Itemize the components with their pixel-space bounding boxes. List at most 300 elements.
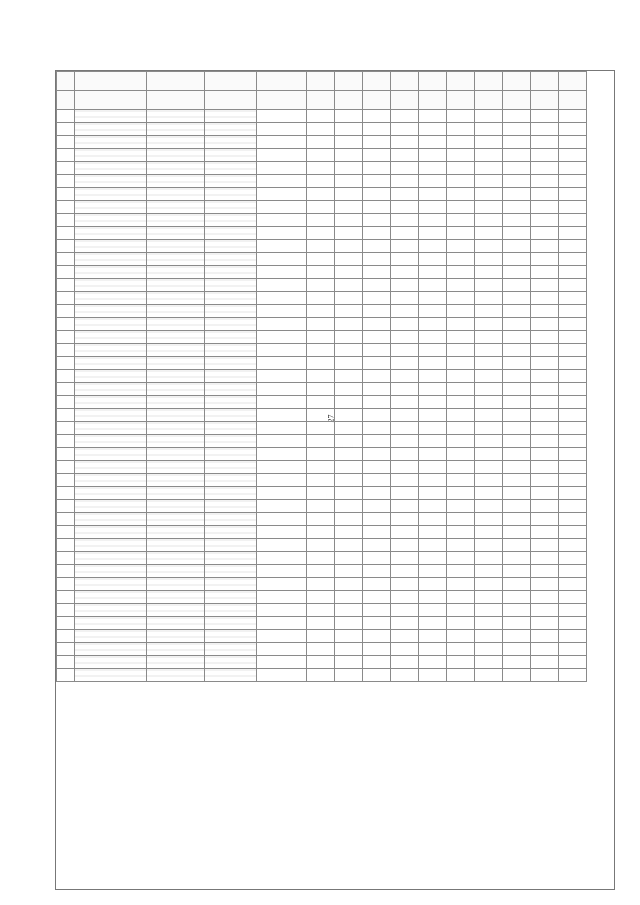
table-cell (75, 500, 147, 513)
table-cell (531, 305, 559, 318)
table-cell (257, 110, 307, 123)
table-cell (205, 357, 257, 370)
table-cell (147, 240, 205, 253)
table-cell (147, 279, 205, 292)
table-cell (363, 617, 391, 630)
table-cell (147, 487, 205, 500)
table-cell (531, 604, 559, 617)
table-cell (391, 461, 419, 474)
table-cell (503, 162, 531, 175)
table-cell (335, 136, 363, 149)
table-cell (475, 617, 503, 630)
table-cell (503, 357, 531, 370)
table-cell (57, 669, 75, 682)
table-cell (503, 266, 531, 279)
table-cell (75, 266, 147, 279)
table-cell (75, 539, 147, 552)
table-cell (447, 175, 475, 188)
table-cell (531, 188, 559, 201)
table-cell (475, 214, 503, 227)
table-cell (147, 175, 205, 188)
table-cell (391, 513, 419, 526)
table-cell (57, 188, 75, 201)
table-row (57, 175, 587, 188)
table-cell (447, 552, 475, 565)
table-cell (391, 474, 419, 487)
table-cell (503, 487, 531, 500)
table-cell (75, 513, 147, 526)
table-cell (447, 513, 475, 526)
table-cell (307, 565, 335, 578)
table-cell (147, 318, 205, 331)
table-cell (75, 435, 147, 448)
table-cell (257, 91, 307, 110)
table-cell (335, 175, 363, 188)
table-cell (335, 188, 363, 201)
table-cell (335, 162, 363, 175)
table-cell (307, 539, 335, 552)
table-cell (205, 201, 257, 214)
table-cell (531, 565, 559, 578)
table-cell (205, 396, 257, 409)
table-row (57, 240, 587, 253)
table-row (57, 656, 587, 669)
table-cell (257, 253, 307, 266)
table-cell (257, 370, 307, 383)
table-cell (205, 604, 257, 617)
table-cell (363, 292, 391, 305)
table-cell (447, 266, 475, 279)
table-cell (307, 422, 335, 435)
table-cell (447, 240, 475, 253)
table-cell (205, 253, 257, 266)
table-cell (363, 591, 391, 604)
table-cell (147, 136, 205, 149)
table-cell (531, 357, 559, 370)
table-cell (559, 214, 587, 227)
table-cell (559, 149, 587, 162)
table-cell (447, 279, 475, 292)
table-cell (531, 292, 559, 305)
table-cell (419, 331, 447, 344)
table-cell (335, 266, 363, 279)
table-cell (363, 318, 391, 331)
table-cell (307, 318, 335, 331)
table-cell (57, 617, 75, 630)
table-cell (559, 266, 587, 279)
table-cell (335, 214, 363, 227)
table-cell (75, 201, 147, 214)
table-cell (503, 669, 531, 682)
table-row (57, 617, 587, 630)
table-cell (205, 292, 257, 305)
table-cell (147, 552, 205, 565)
table-cell (503, 331, 531, 344)
table-header-row (57, 91, 587, 110)
table-cell (503, 604, 531, 617)
table-cell (391, 331, 419, 344)
table-cell (447, 422, 475, 435)
table-cell (363, 643, 391, 656)
table-cell (419, 370, 447, 383)
table-cell (257, 669, 307, 682)
table-cell (503, 136, 531, 149)
table-cell (205, 487, 257, 500)
table-cell (559, 253, 587, 266)
table-cell (335, 552, 363, 565)
table-cell (391, 539, 419, 552)
table-cell (391, 396, 419, 409)
table-cell (559, 227, 587, 240)
table-cell (335, 617, 363, 630)
table-cell (57, 370, 75, 383)
table-cell (559, 474, 587, 487)
table-cell (205, 539, 257, 552)
table-cell (531, 643, 559, 656)
table-cell (475, 630, 503, 643)
table-cell (257, 396, 307, 409)
table-cell (447, 149, 475, 162)
table-cell (475, 422, 503, 435)
table-cell (419, 474, 447, 487)
table-cell (447, 383, 475, 396)
table-cell (531, 383, 559, 396)
table-cell (363, 539, 391, 552)
table-cell (559, 292, 587, 305)
table-cell (475, 357, 503, 370)
table-cell (503, 461, 531, 474)
table-cell (475, 604, 503, 617)
table-cell (363, 526, 391, 539)
table-cell (363, 669, 391, 682)
table-cell (475, 448, 503, 461)
table-cell (447, 292, 475, 305)
table-cell (391, 669, 419, 682)
table-cell (391, 227, 419, 240)
table-cell (475, 578, 503, 591)
table-cell (391, 266, 419, 279)
table-cell (257, 539, 307, 552)
table-cell (559, 201, 587, 214)
table-cell (447, 214, 475, 227)
table-cell (391, 188, 419, 201)
table-cell (75, 487, 147, 500)
table-cell (447, 591, 475, 604)
table-cell (147, 539, 205, 552)
table-cell (75, 149, 147, 162)
table-cell (503, 214, 531, 227)
table-cell (205, 578, 257, 591)
table-cell (307, 149, 335, 162)
table-cell (475, 513, 503, 526)
table-cell (147, 565, 205, 578)
table-cell (205, 305, 257, 318)
table-cell (307, 292, 335, 305)
table-cell (559, 591, 587, 604)
table-cell (75, 552, 147, 565)
table-cell (57, 227, 75, 240)
table-cell (419, 292, 447, 305)
table-cell (503, 591, 531, 604)
table-cell (205, 617, 257, 630)
table-cell (447, 656, 475, 669)
table-cell (447, 435, 475, 448)
table-cell (147, 448, 205, 461)
table-cell (307, 643, 335, 656)
table-row (57, 370, 587, 383)
table-row (57, 500, 587, 513)
table-cell (363, 214, 391, 227)
table-cell (391, 357, 419, 370)
table-cell (391, 318, 419, 331)
table-cell (335, 201, 363, 214)
table-cell (419, 500, 447, 513)
table-cell (475, 409, 503, 422)
table-cell (307, 604, 335, 617)
table-cell (531, 474, 559, 487)
table-row (57, 396, 587, 409)
table-cell (391, 578, 419, 591)
table-cell (205, 435, 257, 448)
table-cell (447, 253, 475, 266)
table-cell (559, 435, 587, 448)
table-row (57, 279, 587, 292)
table-cell (559, 305, 587, 318)
table-cell (205, 318, 257, 331)
table-cell (391, 422, 419, 435)
table-cell (363, 630, 391, 643)
table-cell (147, 214, 205, 227)
table-cell (391, 253, 419, 266)
table-cell (391, 175, 419, 188)
table-cell (503, 409, 531, 422)
table-cell (335, 279, 363, 292)
table-cell (419, 110, 447, 123)
table-cell (335, 227, 363, 240)
table-cell (531, 370, 559, 383)
table-cell (147, 656, 205, 669)
table-cell (307, 201, 335, 214)
table-cell (307, 214, 335, 227)
table-cell (419, 72, 447, 91)
table-cell (503, 435, 531, 448)
table-cell (419, 123, 447, 136)
table-cell (475, 279, 503, 292)
table-cell (447, 201, 475, 214)
table-cell (475, 539, 503, 552)
table-cell (147, 188, 205, 201)
table-row (57, 318, 587, 331)
table-cell (57, 162, 75, 175)
table-cell (257, 279, 307, 292)
table-cell (335, 422, 363, 435)
table-cell (419, 175, 447, 188)
table-cell (307, 591, 335, 604)
table-cell (419, 552, 447, 565)
table-cell (531, 253, 559, 266)
table-row (57, 513, 587, 526)
table-cell (335, 318, 363, 331)
table-cell (447, 409, 475, 422)
table-cell (75, 214, 147, 227)
table-cell (503, 656, 531, 669)
table-cell (257, 72, 307, 91)
table-cell (205, 643, 257, 656)
table-cell (363, 461, 391, 474)
table-cell (531, 461, 559, 474)
table-cell (307, 617, 335, 630)
table-cell (391, 292, 419, 305)
table-row (57, 344, 587, 357)
table-row (57, 552, 587, 565)
table-cell (57, 318, 75, 331)
table-cell (531, 552, 559, 565)
table-cell (57, 591, 75, 604)
table-cell (335, 91, 363, 110)
table-cell (57, 279, 75, 292)
table-cell (57, 552, 75, 565)
table-cell (205, 344, 257, 357)
table-cell (307, 409, 335, 422)
table-cell (307, 370, 335, 383)
table-cell (307, 331, 335, 344)
table-cell (419, 91, 447, 110)
table-cell (307, 110, 335, 123)
table-cell (147, 591, 205, 604)
table-row (57, 630, 587, 643)
table-cell (205, 240, 257, 253)
table-cell (475, 110, 503, 123)
table-cell (363, 604, 391, 617)
table-row (57, 188, 587, 201)
table-cell (531, 578, 559, 591)
table-cell (147, 513, 205, 526)
table-cell (531, 331, 559, 344)
table-cell (419, 214, 447, 227)
table-cell (205, 513, 257, 526)
table-cell (257, 656, 307, 669)
table-cell (257, 136, 307, 149)
table-cell (559, 188, 587, 201)
table-cell (75, 344, 147, 357)
table-cell (447, 500, 475, 513)
table-cell (307, 266, 335, 279)
table-cell (447, 370, 475, 383)
table-cell (335, 344, 363, 357)
table-cell (419, 136, 447, 149)
table-cell (335, 669, 363, 682)
table-cell (475, 565, 503, 578)
table-cell (503, 552, 531, 565)
table-cell (391, 656, 419, 669)
table-cell (559, 422, 587, 435)
table-cell (503, 91, 531, 110)
table-cell (307, 383, 335, 396)
table-cell (147, 500, 205, 513)
table-cell (205, 409, 257, 422)
table-cell (391, 500, 419, 513)
table-cell (419, 227, 447, 240)
table-cell (57, 461, 75, 474)
table-row (57, 331, 587, 344)
table-cell (307, 669, 335, 682)
table-cell (307, 474, 335, 487)
table-cell (257, 266, 307, 279)
table-row (57, 383, 587, 396)
table-cell (147, 72, 205, 91)
table-cell (75, 253, 147, 266)
table-cell (363, 656, 391, 669)
table-cell (559, 656, 587, 669)
table-cell (363, 240, 391, 253)
table-cell (503, 565, 531, 578)
table-cell (391, 617, 419, 630)
table-cell (363, 383, 391, 396)
table-cell (419, 669, 447, 682)
table-cell (335, 409, 363, 422)
table-cell (147, 669, 205, 682)
table-cell (335, 513, 363, 526)
table-cell (335, 448, 363, 461)
table-cell (205, 669, 257, 682)
table-cell (503, 149, 531, 162)
table-cell (307, 526, 335, 539)
table-cell (419, 539, 447, 552)
table-cell (531, 175, 559, 188)
table-cell (257, 227, 307, 240)
table-cell (147, 604, 205, 617)
table-cell (147, 630, 205, 643)
table-cell (363, 513, 391, 526)
table-cell (419, 448, 447, 461)
table-cell (363, 435, 391, 448)
table-cell (257, 500, 307, 513)
table-cell (391, 279, 419, 292)
table-cell (475, 643, 503, 656)
table-cell (257, 409, 307, 422)
table-cell (503, 72, 531, 91)
table-cell (559, 279, 587, 292)
table-cell (75, 136, 147, 149)
table-cell (531, 448, 559, 461)
table-cell (475, 240, 503, 253)
table-cell (75, 305, 147, 318)
table-cell (475, 149, 503, 162)
table-cell (257, 305, 307, 318)
table-cell (475, 487, 503, 500)
table-cell (335, 656, 363, 669)
table-cell (57, 72, 75, 91)
table-cell (307, 279, 335, 292)
table-cell (475, 227, 503, 240)
table-cell (147, 123, 205, 136)
table-cell (531, 279, 559, 292)
table-cell (503, 539, 531, 552)
table-cell (335, 539, 363, 552)
table-cell (475, 175, 503, 188)
table-cell (363, 396, 391, 409)
table-cell (391, 448, 419, 461)
table-cell (75, 279, 147, 292)
table-cell (531, 435, 559, 448)
table-cell (363, 91, 391, 110)
table-cell (475, 552, 503, 565)
table-row (57, 253, 587, 266)
table-cell (335, 240, 363, 253)
table-cell (391, 565, 419, 578)
table-cell (531, 500, 559, 513)
table-cell (391, 136, 419, 149)
